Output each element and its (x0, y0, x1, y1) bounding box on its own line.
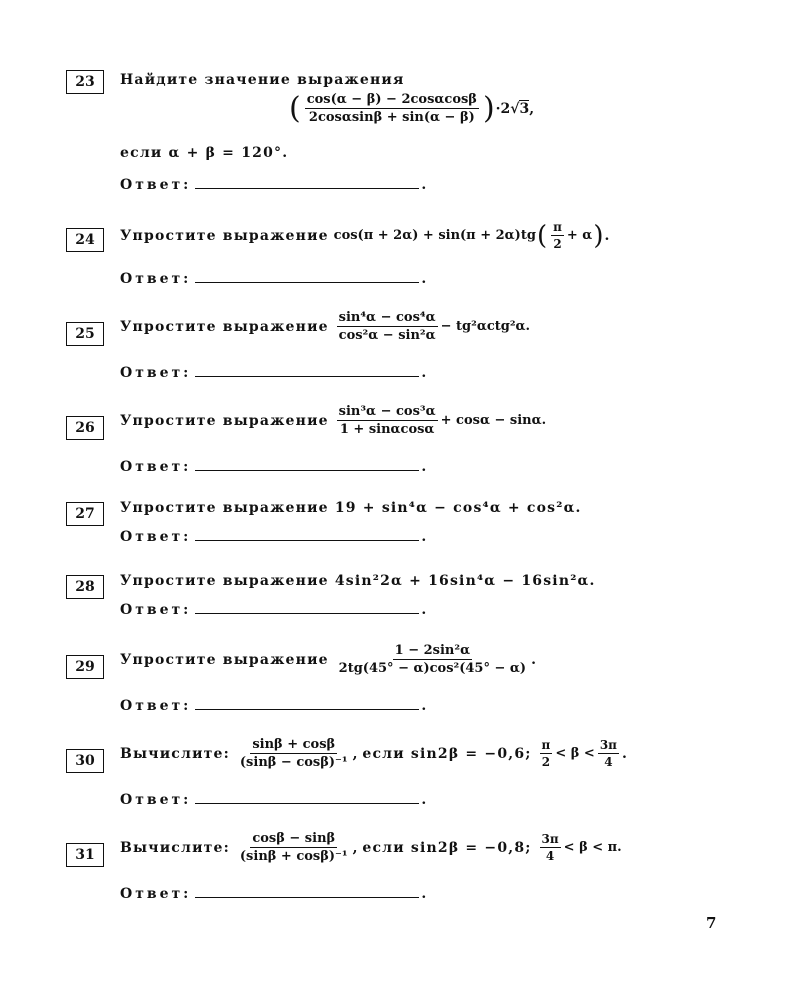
answer-field[interactable] (195, 362, 419, 377)
answer-row (120, 526, 429, 545)
denominator: (sinβ + cosβ)⁻¹ (239, 849, 348, 864)
answer-row (120, 174, 429, 193)
denominator: 4 (604, 755, 613, 769)
answer-label: Ответ: (120, 177, 192, 193)
range-mid: < β < (555, 746, 595, 761)
problem-statement: Упростите выражение 4sin²2α + 16sin⁴α − 16sin²α. (120, 573, 596, 589)
answer-row (120, 789, 429, 808)
answer-field[interactable] (195, 174, 419, 189)
numerator: π (541, 738, 551, 752)
numerator: 3π (599, 738, 617, 752)
answer-field[interactable] (195, 268, 419, 283)
expression-tail: − tg²αctg²α. (440, 319, 531, 334)
condition: если sin2β = −0,8; (362, 839, 532, 856)
problem-statement (120, 643, 536, 676)
answer-period: . (421, 886, 430, 902)
answer-period: . (421, 459, 430, 475)
numerator: cos(α − β) − 2cosαcosβ (306, 92, 477, 107)
denominator: cos²α − sin²α (338, 328, 436, 343)
answer-field[interactable] (195, 883, 419, 898)
problem-statement (120, 737, 627, 770)
expression (288, 92, 534, 125)
range-high (598, 738, 619, 769)
answer-label: Ответ: (120, 529, 192, 545)
problem-statement (120, 310, 530, 343)
denominator: 2tg(45° − α)cos²(45° − α) (338, 661, 527, 676)
answer-label: Ответ: (120, 792, 192, 808)
problem-intro: Упростите выражение (120, 318, 329, 335)
fraction (305, 92, 479, 125)
fraction (551, 220, 564, 251)
range-low (540, 738, 553, 769)
problem-intro: Упростите выражение (120, 651, 329, 668)
problem-statement: Упростите выражение 19 + sin⁴α − cos⁴α + cos²α. (120, 500, 582, 516)
numerator: sin³α − cos³α (338, 404, 436, 419)
period: . (531, 651, 536, 668)
condition: если α + β = 120°. (120, 145, 289, 161)
problem-26 (66, 404, 566, 512)
denominator: 2 (553, 237, 562, 251)
problem-statement (120, 831, 622, 864)
answer-label: Ответ: (120, 698, 192, 714)
problem-number: 31 (66, 843, 104, 867)
expression: cos(π + 2α) + sin(π + 2α)tg (333, 228, 536, 243)
problem-number: 27 (66, 502, 104, 526)
right-paren: ) (482, 90, 495, 126)
problem-number: 24 (66, 228, 104, 252)
sqrt-value: 3 (519, 101, 530, 117)
condition: если sin2β = −0,6; (362, 745, 532, 762)
fraction (337, 310, 438, 343)
numerator: sin⁴α − cos⁴α (338, 310, 436, 325)
numerator: 3π (541, 832, 559, 846)
answer-period: . (421, 365, 430, 381)
problem-number: 26 (66, 416, 104, 440)
denominator: 1 + sinαcosα (339, 422, 435, 437)
period: . (604, 227, 610, 244)
answer-label: Ответ: (120, 271, 192, 287)
answer-period: . (421, 602, 430, 618)
expression-tail: + α (566, 228, 593, 243)
problem-statement (120, 220, 609, 251)
answer-row (120, 883, 429, 902)
numerator: cosβ − sinβ (252, 831, 336, 846)
problem-intro: Найдите значение выражения (120, 72, 405, 88)
denominator: 2 (541, 755, 551, 769)
answer-field[interactable] (195, 456, 419, 471)
answer-field[interactable] (195, 599, 419, 614)
page-number: 7 (706, 914, 717, 932)
comma: , (352, 745, 358, 762)
answer-row (120, 695, 429, 714)
problem-number: 29 (66, 655, 104, 679)
denominator: 2cosαsinβ + sin(α − β) (308, 110, 475, 125)
left-paren: ( (289, 90, 301, 126)
answer-field[interactable] (195, 526, 419, 541)
answer-row (120, 456, 429, 475)
problem-number: 30 (66, 749, 104, 773)
answer-label: Ответ: (120, 365, 192, 381)
problem-number: 23 (66, 70, 104, 94)
problem-intro: Упростите выражение (120, 227, 329, 244)
left-paren: ( (536, 220, 548, 251)
problem-intro: Вычислите: (120, 839, 231, 856)
answer-period: . (421, 271, 430, 287)
fraction (337, 404, 438, 437)
comma: , (529, 100, 535, 117)
answer-period: . (421, 177, 430, 193)
numerator: 1 − 2sin²α (394, 643, 471, 658)
multiplier: ·2 (495, 100, 511, 117)
answer-label: Ответ: (120, 459, 192, 475)
comma: , (352, 839, 358, 856)
denominator: (sinβ − cosβ)⁻¹ (239, 755, 348, 770)
range-tail: < β < π. (563, 840, 622, 855)
right-paren: ) (593, 220, 604, 251)
fraction (238, 737, 350, 770)
problem-23 (66, 70, 566, 200)
period: . (621, 745, 627, 762)
problem-intro: Упростите выражение (120, 412, 329, 429)
answer-row (120, 268, 429, 287)
answer-field[interactable] (195, 789, 419, 804)
problem-number: 25 (66, 322, 104, 346)
problem-number: 28 (66, 575, 104, 599)
answer-label: Ответ: (120, 886, 192, 902)
sqrt-sign: √ (510, 100, 520, 117)
denominator: 4 (545, 849, 555, 863)
fraction (337, 643, 528, 676)
numerator: π (553, 220, 562, 234)
range-low (540, 832, 561, 863)
answer-label: Ответ: (120, 602, 192, 618)
fraction (238, 831, 350, 864)
expression-tail: + cosα − sinα. (440, 413, 547, 428)
answer-row (120, 599, 429, 618)
answer-period: . (421, 529, 430, 545)
problem-intro: Вычислите: (120, 745, 231, 762)
answer-period: . (421, 792, 430, 808)
numerator: sinβ + cosβ (252, 737, 336, 752)
answer-field[interactable] (195, 695, 419, 710)
problem-statement (120, 404, 546, 437)
answer-row (120, 362, 429, 381)
answer-period: . (421, 698, 430, 714)
